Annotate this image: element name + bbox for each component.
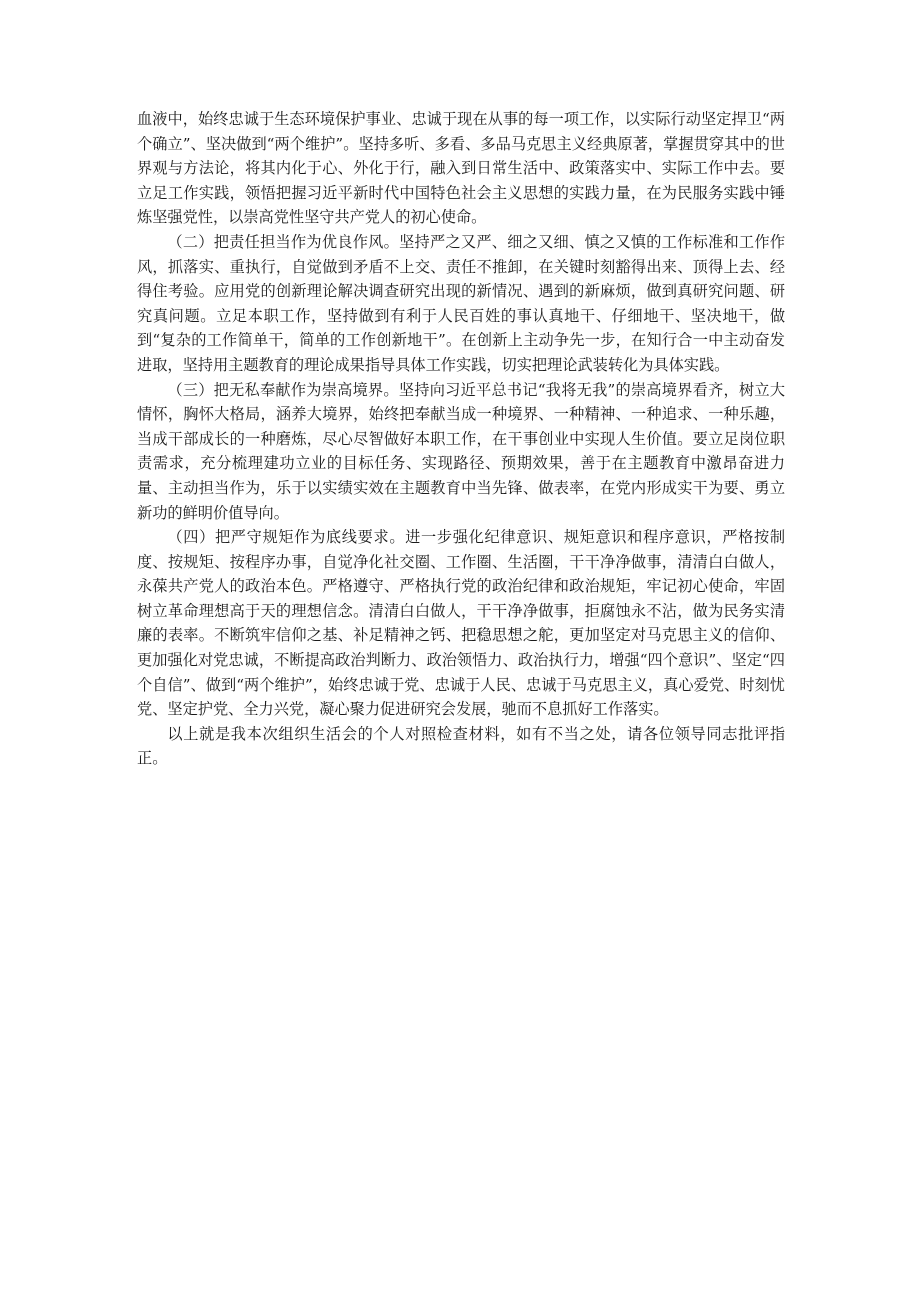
paragraph-4-text: 进一步强化纪律意识、规矩意识和程序意识，严格按制度、按规矩、按程序办事，自觉净化社交圈、工作圈、生活圈，干干净净做事，清清白白做人，永葆共产党人的政治本色。严格遵守、严格执行党的政治纪律和政治规矩，牢记初心使命，牢固树立革命理想高于天的理想信念。清清白白做人，干干净净做事，拒腐蚀永不沾，做为民务实清廉的表率。不断筑牢信仰之基、补足精神之钙、把稳思想之舵，更加坚定对马克思主义的信仰、更加强化对党忠诚，不断提高政治判断力、政治领悟力、政治执行力，增强“四个意识”、坚定“四个自信”、做到“两个维护”，始终忠诚于党、忠诚于人民、忠诚于马克思主义，真心爱党、时刻忧党、坚定护党、全力兴党，凝心聚力促进研究会发展，驰而不息抓好工作落实。 [137, 528, 786, 719]
paragraph-2-heading: （二）把责任担当作为优良作风。 [167, 232, 400, 251]
paragraph-responsibility [137, 230, 785, 378]
paragraph-closing [137, 722, 785, 771]
document-page [137, 107, 785, 771]
paragraph-4-heading: （四）把严守规矩作为底线要求。 [167, 528, 406, 547]
paragraph-dedication [137, 378, 785, 526]
paragraph-3-text: 坚持向习近平总书记“我将无我”的崇高境界看齐，树立大情怀，胸怀大格局，涵养大境界，始终把奉献当成一种境界、一种精神、一种追求、一种乐趣，当成干部成长的一种磨炼，尽心尽智做好本职工作，在干事创业中实现人生价值。要立足岗位职责需求，充分梳理建功立业的目标任务、实现路径、预期效果，善于在主题教育中激昂奋进力量、主动担当作为，乐于以实绩实效在主题教育中当先锋、做表率，在党内形成实干为要、勇立新功的鲜明价值导向。 [137, 380, 786, 522]
paragraph-rules [137, 525, 785, 722]
paragraph-continuation [137, 107, 785, 230]
paragraph-2-text: 坚持严之又严、细之又细、慎之又慎的工作标准和工作作风，抓落实、重执行，自觉做到矛盾不上交、责任不推卸，在关键时刻豁得出来、顶得上去、经得住考验。应用党的创新理论解决调查研究出现的新情况、遇到的新麻烦，做到真研究问题、研究真问题。立足本职工作，坚持做到有利于人民百姓的事认真地干、仔细地干、坚决地干，做到“复杂的工作简单干，简单的工作创新地干”。在创新上主动争先一步，在知行合一中主动奋发进取，坚持用主题教育的理论成果指导具体工作实践，切实把理论武装转化为具体实践。 [137, 232, 786, 374]
paragraph-1-text: 血液中，始终忠诚于生态环境保护事业、忠诚于现在从事的每一项工作，以实际行动坚定捍卫“两个确立”、坚决做到“两个维护”。坚持多听、多看、多品马克思主义经典原著，掌握贯穿其中的世界观与方法论，将其内化于心、外化于行，融入到日常生活中、政策落实中、实际工作中去。要立足工作实践，领悟把握习近平新时代中国特色社会主义思想的实践力量，在为民服务实践中锤炼坚强党性，以崇高党性坚守共产党人的初心使命。 [137, 110, 785, 227]
paragraph-3-heading: （三）把无私奉献作为崇高境界。 [167, 380, 399, 399]
paragraph-5-text: 以上就是我本次组织生活会的个人对照检查材料，如有不当之处，请各位领导同志批评指正。 [137, 724, 785, 768]
